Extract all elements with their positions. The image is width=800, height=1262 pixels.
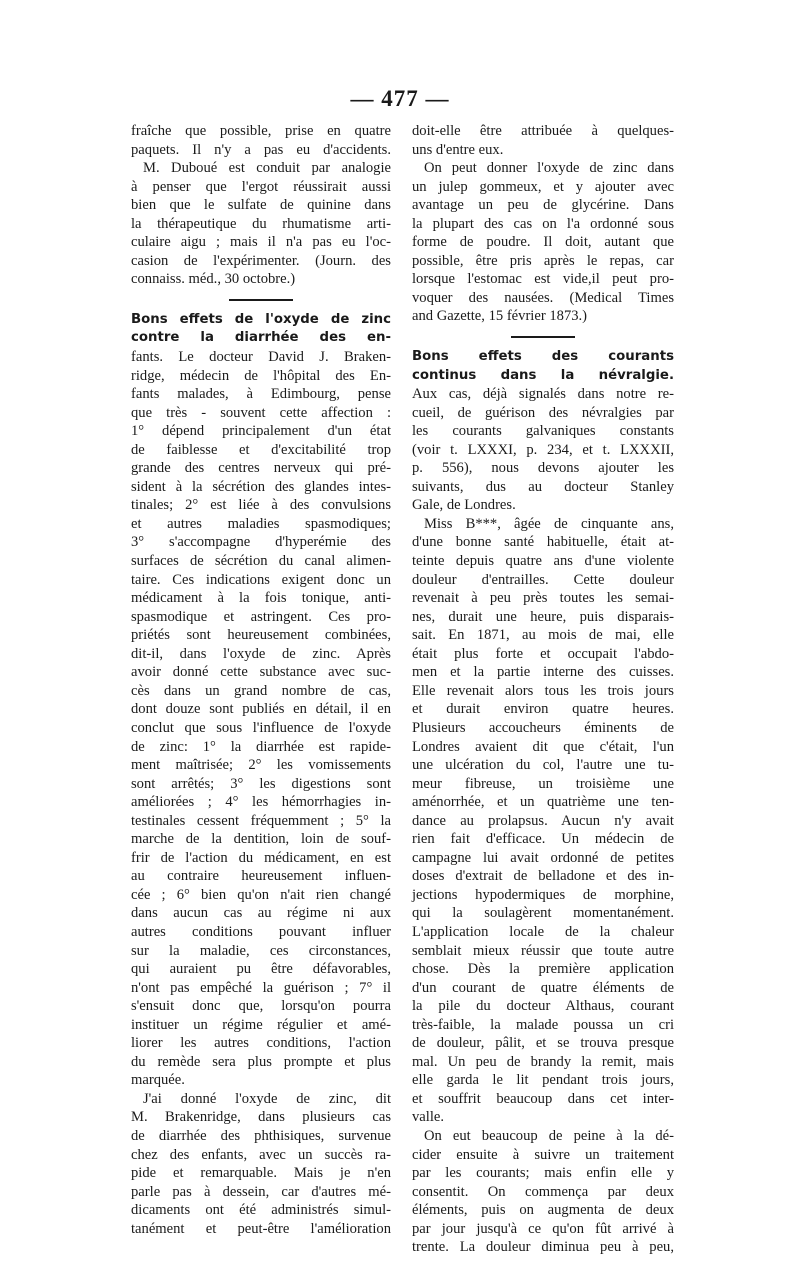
text-line: de douleur, pâlit, et se trouva presque [412, 1035, 674, 1052]
heading-line: contre la diarrhée des en- [131, 330, 391, 346]
text-line: cider ensuite à suivre un traitement [412, 1146, 674, 1163]
text-line: par les courants; mais enfin elle y [412, 1165, 674, 1182]
paragraph [412, 122, 674, 159]
text-line: pide et remarquable. Mais je n'en [131, 1165, 391, 1182]
text-line: surfaces de sécrétion du canal alimen- [131, 553, 391, 570]
text-line: que très - souvent cette affection : [131, 404, 391, 421]
text-line: dont douze sont publiés en détail, il en [131, 701, 391, 718]
text-line: revenait à peu près toutes les semai- [412, 590, 674, 607]
text-line: la plupart des cas on l'a ordonné sous [412, 215, 674, 232]
text-line: de faiblesse et d'excitabilité trop [131, 441, 391, 458]
left-column [131, 122, 391, 1238]
text-line: sait. En 1871, au mois de mai, elle [412, 627, 674, 644]
text-line: d'une bonne santé habituelle, était at- [412, 534, 674, 551]
paragraph [131, 1090, 391, 1238]
paragraph [412, 159, 674, 326]
text-line: marche de la dentition, loin de souf- [131, 831, 391, 848]
text-line: n'ont pas empêché la guérison ; 7° il [131, 979, 391, 996]
text-line: grande des centres nerveux qui pré- [131, 460, 391, 477]
text-line: dans aucun cas au régime ni aux [131, 905, 391, 922]
text-line: la thérapeutique du rhumatisme arti- [131, 215, 391, 232]
text-line: liorer les autres conditions, l'action [131, 1035, 391, 1052]
text-line: tinales; 2° est liée à des convulsions [131, 497, 391, 514]
text-line: bien que le sulfate de quinine dans [131, 197, 391, 214]
paragraph [412, 515, 674, 1127]
text-line: frir de l'action du médicament, en est [131, 849, 391, 866]
text-line: doses d'extrait de belladone et des in- [412, 868, 674, 885]
section-heading [412, 348, 674, 385]
text-line: testinales cessent fréquemment ; 5° la [131, 812, 391, 829]
text-line: les courants galvaniques constants [412, 423, 674, 440]
text-line: cueil, de guérison des névralgies par [412, 404, 674, 421]
text-line: et autres maladies spasmodiques; [131, 515, 391, 532]
text-line: J'ai donné l'oxyde de zinc, dit [143, 1090, 391, 1107]
text-line: par jour jusqu'à ce qu'on fût arrivé à [412, 1220, 674, 1237]
text-line: On peut donner l'oxyde de zinc dans [424, 160, 674, 177]
text-line: d'un courant de quatre éléments de [412, 979, 674, 996]
text-line: Londres avaient dit que c'était, l'un [412, 738, 674, 755]
text-line: men et la partie interne des cuisses. [412, 664, 674, 681]
text-line: doit-elle être attribuée à quelques- [412, 123, 674, 139]
text-line: forme de poudre. Il doit, autant que [412, 234, 674, 251]
text-line: elle garda le lit pendant trois jours, [412, 1072, 674, 1089]
text-line: la pile du docteur Althaus, courant [412, 998, 674, 1015]
text-line: Gale, de Londres. [412, 497, 516, 514]
heading-line: continus dans la névralgie. [412, 367, 674, 383]
text-line: chose. Dès la première application [412, 961, 674, 978]
text-line: connaiss. méd., 30 octobre.) [131, 271, 296, 288]
text-line: sont arrêtés; 3° les digestions sont [131, 775, 391, 792]
text-line: avantage un peu de glycérine. Dans [412, 197, 674, 214]
text-line: sur la maladie, ces circonstances, [131, 942, 391, 959]
text-line: lorsque l'estomac est vide,il peut pro- [412, 271, 674, 288]
text-line: de zinc: 1° la diarrhée est rapide- [131, 738, 391, 755]
text-line: tanément et peut-être l'amélioration [131, 1220, 391, 1237]
text-line: médicament à la fois tonique, anti- [131, 590, 391, 607]
text-line: conclut que sous l'influence de l'oxyde [131, 719, 391, 736]
text-line: meur fibreuse, un troisième une [412, 775, 674, 792]
text-line: suivants, dus au docteur Stanley [412, 478, 674, 495]
text-line: voquer des nausées. (Medical Times [412, 289, 674, 306]
paragraph [131, 159, 391, 289]
text-line: consentit. On commença par deux [412, 1183, 674, 1200]
text-line: un julep gommeux, et y ajouter avec [412, 178, 674, 195]
text-line: and Gazette, 15 février 1873.) [412, 308, 588, 325]
paragraph [412, 385, 674, 515]
text-line: L'application locale de la chaleur [412, 923, 674, 940]
text-line: 1° dépend principalement d'un état [131, 423, 391, 440]
text-line: (voir t. LXXXI, p. 234, et t. LXXXII, [412, 441, 674, 458]
text-line: mal. Un peu de brandy la remit, mais [412, 1053, 674, 1070]
text-line: uns d'entre eux. [412, 141, 504, 158]
text-line: valle. [412, 1109, 445, 1126]
text-line: fants malades, à Edimbourg, pense [131, 386, 391, 403]
text-line: paquets. Il n'y a pas eu d'accidents. [131, 141, 391, 158]
text-line: ridge, médecin de l'hôpital des En- [131, 367, 391, 384]
text-line: taire. Ces indications exigent donc un [131, 571, 391, 588]
text-line: et durait environ quatre heures. [412, 701, 674, 718]
text-line: douleur d'entrailles. Cette douleur [412, 571, 674, 588]
text-line: s'ensuit donc que, lorsqu'on pourra [131, 998, 391, 1015]
text-line: cès dans un grand nombre de cas, [131, 682, 391, 699]
text-line: à penser que l'ergot réussirait aussi [131, 178, 391, 195]
text-line: au contraire heureusement influen- [131, 868, 391, 885]
text-line: semblait mieux réussir que toute autre [412, 942, 674, 959]
text-line: 3° s'accompagne d'hyperémie des [131, 534, 391, 551]
separator-rule [131, 289, 391, 311]
text-line: parle pas à dessein, car d'autres mé- [131, 1183, 391, 1200]
text-line: du remède sera plus prompte et plus [131, 1053, 391, 1070]
text-line: teinte depuis quatre ans d'une violente [412, 553, 674, 570]
text-line: fraîche que possible, prise en quatre [131, 123, 391, 139]
text-line: marquée. [131, 1072, 185, 1089]
text-line: qui auraient pu être défavorables, [131, 961, 391, 978]
text-line: dicaments ont été administrés simul- [131, 1202, 391, 1219]
text-line: casion de l'expérimenter. (Journ. des [131, 252, 391, 269]
section-heading [131, 311, 391, 348]
text-line: et souffrit beaucoup dans cet inter- [412, 1090, 674, 1107]
text-line: spasmodique et astringent. Ces pro- [131, 608, 391, 625]
right-column [412, 122, 674, 1257]
text-line: dance au prolapsus. Aucun n'y avait [412, 812, 674, 829]
separator-rule [412, 326, 674, 348]
text-line: p. 556), nous devons ajouter les [412, 460, 674, 477]
text-line: trente. La douleur diminua peu à peu, [412, 1239, 674, 1256]
text-line: fants. Le docteur David J. Braken- [131, 349, 391, 366]
text-line: campagne lui avait ordonné de petites [412, 849, 674, 866]
text-line: Miss B***, âgée de cinquante ans, [424, 515, 674, 532]
text-line: culaire aigu ; mais il n'a pas eu l'oc- [131, 234, 391, 251]
text-line: nes, durait une heure, puis disparais- [412, 608, 674, 625]
text-line: Aux cas, déjà signalés dans notre re- [412, 386, 674, 403]
text-line: priétés sont heureusement combinées, [131, 627, 391, 644]
paragraph [131, 122, 391, 159]
text-line: avoir donné cette substance avec suc- [131, 664, 391, 681]
text-line: M. Duboué est conduit par analogie [143, 160, 391, 177]
text-line: était plus forte et occupait l'abdo- [412, 645, 674, 662]
page-number: — 477 — [350, 86, 450, 111]
text-line: sident à la sécrétion des glandes intes- [131, 478, 391, 495]
text-line: éléments, puis on augmenta de deux [412, 1202, 674, 1219]
text-line: ment maîtrisée; 2° les vomissements [131, 757, 391, 774]
text-line: rien fait d'efficace. Un médecin de [412, 831, 674, 848]
text-line: améliorées ; 4° les hémorrhagies in- [131, 794, 391, 811]
text-line: une ulcération du col, l'autre une tu- [412, 757, 674, 774]
heading-line: Bons effets des courants [412, 349, 674, 365]
heading-line: Bons effets de l'oxyde de zinc [131, 311, 391, 327]
text-line: instituer un régime régulier et amé- [131, 1016, 391, 1033]
text-line: de diarrhée des phthisiques, survenue [131, 1127, 391, 1144]
text-line: On eut beaucoup de peine à la dé- [424, 1127, 674, 1144]
paragraph [412, 1127, 674, 1257]
text-line: Plusieurs accoucheurs éminents de [412, 719, 674, 736]
text-line: très-faible, la malade poussa un cri [412, 1016, 674, 1033]
text-line: M. Brakenridge, dans plusieurs cas [131, 1109, 391, 1126]
text-line: qui la soulagèrent momentanément. [412, 905, 674, 922]
text-line: jections hypodermiques de morphine, [412, 886, 674, 903]
text-line: cée ; 6° bien qu'on n'ait rien changé [131, 886, 391, 903]
text-line: possible, être pris après le repas, car [412, 252, 674, 269]
text-line: Elle revenait alors tous les trois jours [412, 682, 674, 699]
text-line: autres conditions pouvant influer [131, 923, 391, 940]
text-line: chez des enfants, avec un succès ra- [131, 1146, 391, 1163]
paragraph [131, 348, 391, 1090]
text-line: aménorrhée, et un quatrième une ten- [412, 794, 674, 811]
text-line: dit-il, dans l'oxyde de zinc. Après [131, 645, 391, 662]
